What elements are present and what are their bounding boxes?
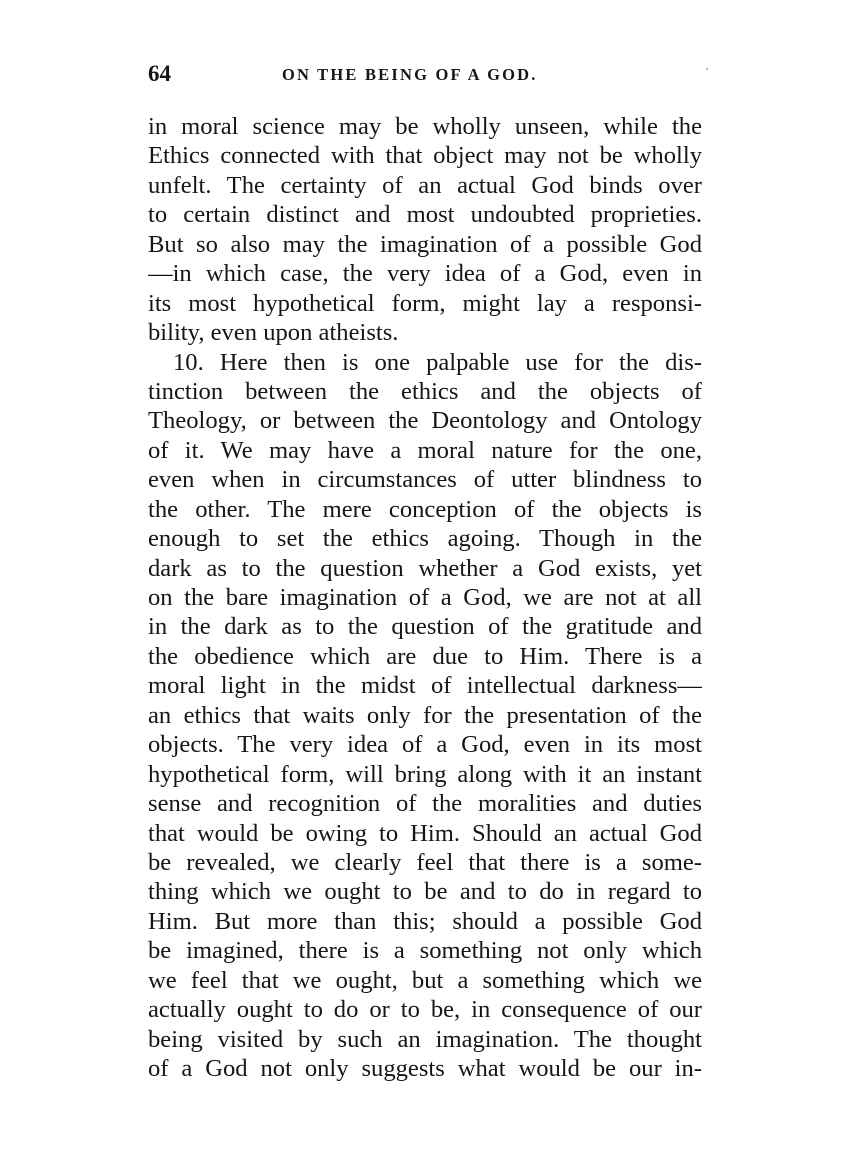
text-line: sense and recognition of the moralities and duties — [148, 790, 702, 818]
page-header — [148, 58, 708, 90]
text-line: Theology, or between the Deontology and Ontology — [148, 407, 702, 435]
text-line: objects. The very idea of a God, even in its most — [148, 731, 702, 759]
page-number: 64 — [148, 61, 171, 86]
paragraph-start-line: 10. Here then is one palpable use for the dis- — [173, 348, 702, 376]
text-line: of it. We may have a moral nature for the one, — [148, 436, 702, 464]
print-speck — [706, 68, 708, 70]
text-line: Ethics connected with that object may not be wholly — [148, 142, 702, 170]
text-line: its most hypothetical form, might lay a responsi- — [148, 289, 702, 317]
running-head: ON THE BEING OF A GOD. — [282, 65, 538, 84]
text-line: of a God not only suggests what would be our in- — [148, 1055, 702, 1082]
text-line: tinction between the ethics and the objects of — [148, 377, 702, 405]
text-line: the obedience which are due to Him. There is a — [148, 642, 702, 670]
text-line: thing which we ought to be and to do in regard to — [148, 878, 702, 906]
text-line: being visited by such an imagination. The thought — [148, 1025, 702, 1053]
text-line: actually ought to do or to be, in consequence of our — [148, 996, 702, 1024]
text-line: moral light in the midst of intellectual darkness— — [148, 672, 702, 700]
text-line: in moral science may be wholly unseen, while the — [148, 113, 702, 140]
text-line: even when in circumstances of utter blindness to — [148, 466, 702, 494]
text-line: to certain distinct and most undoubted proprieties. — [148, 201, 702, 229]
text-line: the other. The mere conception of the objects is — [148, 495, 702, 523]
text-line: an ethics that waits only for the presentation of the — [148, 701, 702, 729]
text-line: —in which case, the very idea of a God, even in — [148, 260, 702, 288]
text-line: Him. But more than this; should a possible God — [148, 907, 702, 935]
text-line: that would be owing to Him. Should an actual God — [148, 819, 702, 847]
text-line: bility, even upon atheists. — [148, 319, 399, 347]
text-line: in the dark as to the question of the gratitude and — [148, 613, 702, 641]
text-line: we feel that we ought, but a something which we — [148, 966, 702, 994]
text-line: be imagined, there is a something not only which — [148, 937, 702, 965]
text-line: But so also may the imagination of a possible God — [148, 230, 702, 258]
text-line: be revealed, we clearly feel that there is a some- — [148, 848, 702, 876]
text-line: dark as to the question whether a God exists, yet — [148, 554, 702, 582]
text-line: unfelt. The certainty of an actual God binds over — [148, 171, 702, 199]
body-text — [148, 112, 702, 1083]
text-line: hypothetical form, will bring along with it an instant — [148, 760, 702, 788]
text-line: on the bare imagination of a God, we are not at all — [148, 584, 702, 611]
text-line: enough to set the ethics agoing. Though in the — [148, 525, 702, 553]
